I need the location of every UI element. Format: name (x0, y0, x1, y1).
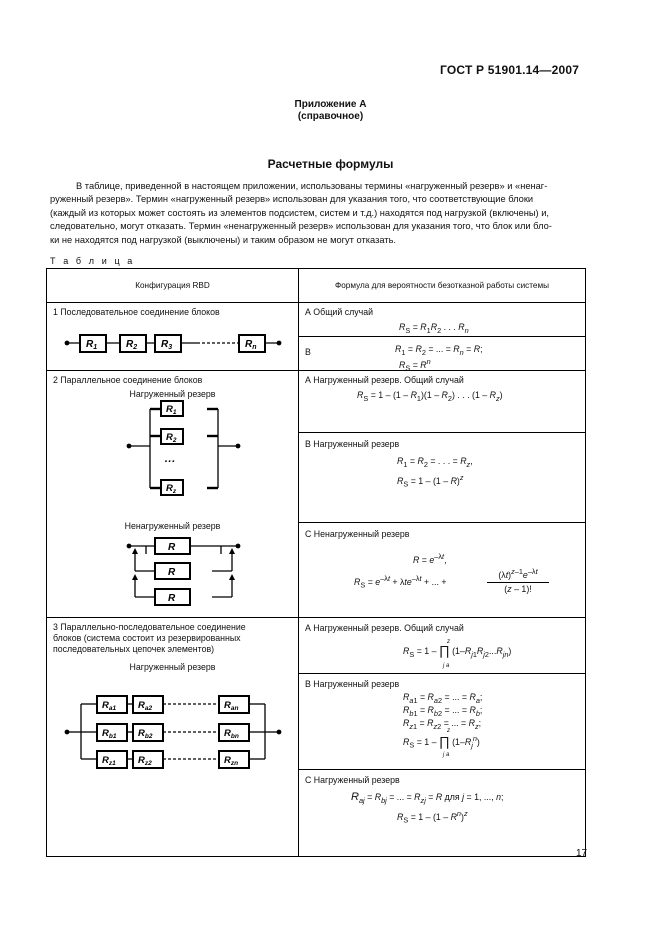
series-b-formula-2: $R_S = R^n$ (399, 357, 431, 373)
parallel-a-formula: $R_S = 1 - (1 - R_1)(1 - R_2)$ . . . $(1 - R_z)$ (357, 390, 503, 403)
series-a-formula: $R_S = R_1R_2$ . . . $R_n$ (399, 322, 469, 335)
appendix-note: (справочное) (297, 111, 364, 122)
table-row (47, 303, 586, 337)
config-line: 3 Параллельно-последовательное соединение (53, 622, 246, 632)
formula-cell-parallel-series-c (299, 770, 586, 857)
config-line: последовательных цепочек элементов) (53, 644, 215, 654)
formula-cell-series-b (299, 337, 586, 371)
formula-cell-parallel-a (299, 371, 586, 433)
series-a-label: А Общий случай (305, 307, 374, 317)
appendix-heading (0, 99, 661, 123)
parallel-c-label: С Ненагруженный резерв (305, 529, 410, 539)
config-line: блоков (система состоит из резервированных (53, 633, 241, 643)
parallel-b-formula-2: $R_S = 1 - (1 - R)^z$ (397, 473, 464, 489)
section-title: Расчетные формулы (267, 157, 394, 171)
parallel-c-formula-1: $R = e^{-\lambda t}$, (413, 552, 447, 565)
parallel-series-c-label: С Нагруженный резерв (305, 775, 400, 785)
table-header-row (47, 269, 586, 303)
block-rbn: $R_{bn}$ (224, 728, 239, 740)
formulas-table (46, 268, 586, 857)
formula-cell-parallel-series-b (299, 674, 586, 770)
unloaded-reserve-label: Ненагруженный резерв (124, 521, 221, 531)
parallel-b-formula-1: $R_1 = R_2$ = . . . = $R_z$, (397, 456, 473, 469)
block-r2: $R_2$ (166, 432, 177, 444)
series-b-label: В (305, 347, 311, 357)
loaded-reserve-label: Нагруженный резерв (129, 389, 216, 399)
block-rn: $R_n$ (245, 339, 257, 351)
parallel-c-fraction: $(\lambda t)^{z-1}e^{-\lambda t}$ (z – 1)! (487, 566, 549, 595)
table-label: Т а б л и ц а (50, 256, 135, 266)
col-header-formula: Формула для вероятности безотказной работы системы (299, 269, 586, 303)
config-series-label: 1 Последовательное соединение блоков (53, 307, 220, 317)
parallel-series-c-formula-1: $R_{aj} = R_{bj}$ = ... = $R_{zj} = R$ для j = 1, ..., n; (351, 791, 504, 805)
block-r2: $R_2$ (126, 339, 138, 351)
appendix-title: Приложение А (294, 99, 367, 110)
config-cell-parallel-series (47, 618, 299, 857)
formula-cell-parallel-series-a (299, 618, 586, 674)
page-number: 17 (576, 848, 588, 859)
parallel-series-c-formula-2: $R_S = 1 - (1 - R^n)^z$ (397, 809, 468, 825)
loaded-reserve-label: Нагруженный резерв (129, 662, 216, 672)
block-ran: $R_{an}$ (224, 700, 239, 712)
block-rz: $R_z$ (166, 483, 177, 495)
block-r: R (168, 542, 176, 553)
table-row (47, 618, 586, 674)
block-rzn: $R_{zn}$ (224, 755, 239, 767)
parallel-series-b-label: В Нагруженный резерв (305, 679, 400, 689)
parallel-series-b-formula-4: $R_S = 1$ – ∏ $(1-R_j^n)$ z j a (403, 728, 480, 758)
series-rbd-diagram (47, 303, 299, 369)
standard-number: ГОСТ Р 51901.14—2007 (440, 63, 580, 77)
parallel-b-label: В Нагруженный резерв (305, 439, 400, 449)
block-rz2: $R_{z2}$ (138, 755, 152, 767)
parallel-a-label: А Нагруженный резерв. Общий случай (305, 375, 464, 385)
table-row (47, 371, 586, 433)
parallel-series-a-formula: $R_S = 1$ – ∏ $(1-R_{j1}R_{j2}...R_{jn})$ z j a (403, 639, 512, 669)
block-r: R (168, 567, 176, 578)
paragraph-line: В таблице, приведенной в настоящем приложении, использованы термины «нагруженный резерв» и «ненаг- (76, 181, 548, 191)
block-ra1: $R_{a1}$ (102, 700, 117, 712)
paragraph-line: ки не находятся под нагрузкой (выключены) и таким образом не могут отказать. (50, 234, 396, 245)
parallel-series-b-formula-2: $R_{b1} = R_{b2}$ = ... = $R_b$; (403, 705, 483, 718)
paragraph-line: руженный резерв». Термин «нагруженный резерв» использован для указания того, что соответствующие блоки (50, 194, 534, 205)
formula-cell-parallel-b (299, 433, 586, 523)
block-rb2: $R_{b2}$ (138, 728, 153, 740)
block-r1: $R_1$ (166, 404, 177, 416)
block-r3: $R_3$ (161, 339, 173, 351)
parallel-series-b-formula-3: $R_{z1} = R_{z2}$ = ... = $R_z$; (403, 718, 482, 731)
formula-cell-series-a (299, 303, 586, 337)
parallel-series-b-formula-1: $R_{a1} = R_{a2}$ = ... = $R_a$; (403, 692, 483, 705)
parallel-series-rbd-diagram (47, 618, 299, 854)
ellipsis: ··· (164, 456, 175, 468)
series-b-formula-1: $R_1 = R_2$ = ... = $R_n = R$; (395, 344, 483, 357)
col-header-config: Конфигурация RBD (47, 269, 299, 303)
block-r1: $R_1$ (86, 339, 98, 351)
config-parallel-label: 2 Параллельное соединение блоков (53, 375, 203, 385)
block-r: R (168, 593, 176, 604)
config-cell-series (47, 303, 299, 371)
parallel-rbd-diagram (47, 371, 299, 617)
paragraph-line: следовательно, могут отказать. Термин «ненагруженный резерв» использован для указания того, что блок или бло- (50, 221, 552, 232)
parallel-series-a-label: А Нагруженный резерв. Общий случай (305, 623, 464, 633)
formula-cell-parallel-c (299, 523, 586, 618)
paragraph-line: (каждый из которых может состоять из элементов подсистем, систем и т.д.) находятся под нагрузкой (включены) и, (50, 207, 549, 218)
intro-paragraph (50, 180, 613, 247)
block-ra2: $R_{a2}$ (138, 700, 153, 712)
block-rb1: $R_{b1}$ (102, 728, 117, 740)
block-rz1: $R_{z1}$ (102, 755, 116, 767)
parallel-c-formula-2: $R_S = e^{-\lambda t} + \lambda te^{-\lambda t}$ + ... + (354, 574, 447, 590)
config-cell-parallel (47, 371, 299, 618)
